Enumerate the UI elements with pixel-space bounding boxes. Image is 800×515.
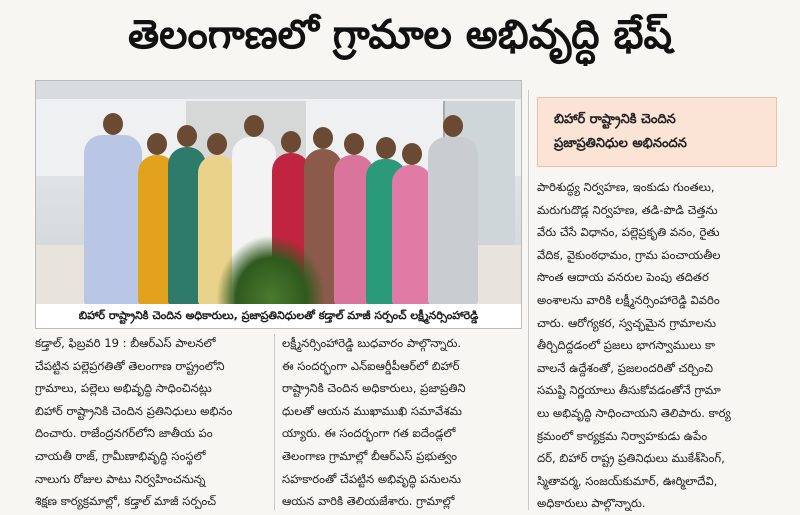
article-line: దించారు. రాజేంద్రనగర్‌లోని జాతీయ పం xyxy=(35,426,213,441)
article-line: ఈ సందర్భంగా ఎన్ఐఆర్డీపీఆర్‌లో బిహార్ xyxy=(282,358,460,373)
article-line: వేరు చేసే విధానం, పల్లెప్రకృతి వనం, రైతు xyxy=(537,225,720,240)
article-line: కడ్తాల్, ఫిబ్రవరి 19 : బీఆర్ఎస్ పాలనలో xyxy=(35,336,216,350)
photo-ceiling xyxy=(36,81,521,99)
highlight-box xyxy=(537,97,777,167)
article-line: ధులతో ఆయన ముఖాముఖి సమావేశమ xyxy=(282,403,462,418)
article-column-2 xyxy=(282,332,520,513)
article-line: అంశాలను వారికి లక్ష్మీనర్సింహారెడ్డి వివరిం xyxy=(537,292,720,307)
article-line: సహకారంతో చేపట్టిన అభివృద్ధి పనులను xyxy=(282,471,462,486)
headline: తెలంగాణలో గ్రామాల అభివృద్ధి భేష్ xyxy=(128,12,672,58)
article-line: దర్, బిహార్ రాష్ట్ర ప్రతినిధులు ముకేశ్‌సింగ్, xyxy=(537,451,725,466)
article-line: క్రమంలో కార్యక్రమ నిర్వాహకుడు ఉపేం xyxy=(537,428,708,443)
article-line: చేపట్టిన పల్లెప్రగతితో తెలంగాణ రాష్ట్రంలోని xyxy=(35,358,225,373)
article-line: రాష్ట్రానికి చెందిన అధికారులు, ప్రజాప్రతిని xyxy=(282,381,466,396)
article-line: పారిశుద్ధ్య నిర్వహణ, ఇంకుడు గుంతలు, xyxy=(537,180,715,194)
column-divider xyxy=(274,334,275,510)
article-line: అధికారులు పాల్గొన్నారు. xyxy=(537,496,646,511)
person-figure xyxy=(84,135,142,305)
highlight-line-2: ప్రజాప్రతినిధుల అభినందన xyxy=(554,136,687,151)
article-line: మరుగుదొడ్ల నిర్వహణ, తడి-పొడి చెత్తను xyxy=(537,202,718,217)
article-line: సొంత ఆదాయ వనరుల పెంపు తదితర xyxy=(537,270,709,285)
highlight-line-1: బిహార్ రాష్ట్రానికి చెందిన xyxy=(554,112,676,127)
photo-plant xyxy=(216,235,326,305)
article-line: బిహార్ రాష్ట్రానికి చెందిన ప్రతినిధులు అభినం xyxy=(35,403,233,418)
article-line: శిక్షణ కార్యక్రమాల్లో, కడ్తాల్ మాజీ సర్పంచ్ xyxy=(35,494,217,509)
article-line: తీర్చిదిద్దడంలో ప్రజలు భాగస్వాములు కా xyxy=(537,338,716,353)
article-line: లక్ష్మీనర్సింహారెడ్డి బుధవారం పాల్గొన్నారు. xyxy=(282,336,462,350)
article-line: వాలనే ఉద్దేశంతో, ప్రజలందరితో చర్చించి xyxy=(537,360,714,375)
article-line: వేదిక, వైకుంఠధామం, గ్రామ పంచాయతీల xyxy=(537,247,721,262)
person-figure xyxy=(392,165,432,305)
article-line: య్యారు. ఈ సందర్భంగా గత ఐదేండ్లలో xyxy=(282,426,456,441)
article-line: తెలంగాణ గ్రామాల్లో బీఆర్ఎస్ ప్రభుత్వం xyxy=(282,448,457,463)
article-line: గ్రామాలు, పల్లెలు అభివృద్ధి సాధించినట్లు xyxy=(35,381,212,396)
article-line: సమష్టి నిర్ణయాలు తీసుకోవడంతోనే గ్రామా xyxy=(537,383,721,398)
column-divider xyxy=(528,90,529,510)
article-line: ఆయన వారికి తెలియజేశారు. గ్రామాల్లో xyxy=(282,494,455,509)
article-line: లు అభివృద్ధి సాధించాయని తెలిపారు. కార్య xyxy=(537,405,731,420)
article-line: నాలుగు రోజుల పాటు నిర్వహించనున్న xyxy=(35,471,206,486)
article-column-1 xyxy=(35,332,268,513)
article-line: చాయతీ రాజ్, గ్రామీణాభివృద్ధి సంస్థలో xyxy=(35,448,206,463)
group-photo xyxy=(35,80,522,306)
person-figure xyxy=(428,137,478,305)
article-line: స్మితావర్మ, సంజయ్‌కుమార్, ఊర్మిలాదేవి, xyxy=(537,473,718,488)
photo-caption: బిహార్ రాష్ట్రానికి చెందిన అధికారులు, ప్రజాప్రతినిధులతో కడ్తాల్ మాజీ సర్పంచ్ లక్ష్మీనర్సింహారెడ్డి xyxy=(35,304,522,329)
article-column-3 xyxy=(537,176,779,515)
article-line: చారు. ఆరోగ్యకర, స్వచ్ఛమైన గ్రామాలను xyxy=(537,315,717,330)
